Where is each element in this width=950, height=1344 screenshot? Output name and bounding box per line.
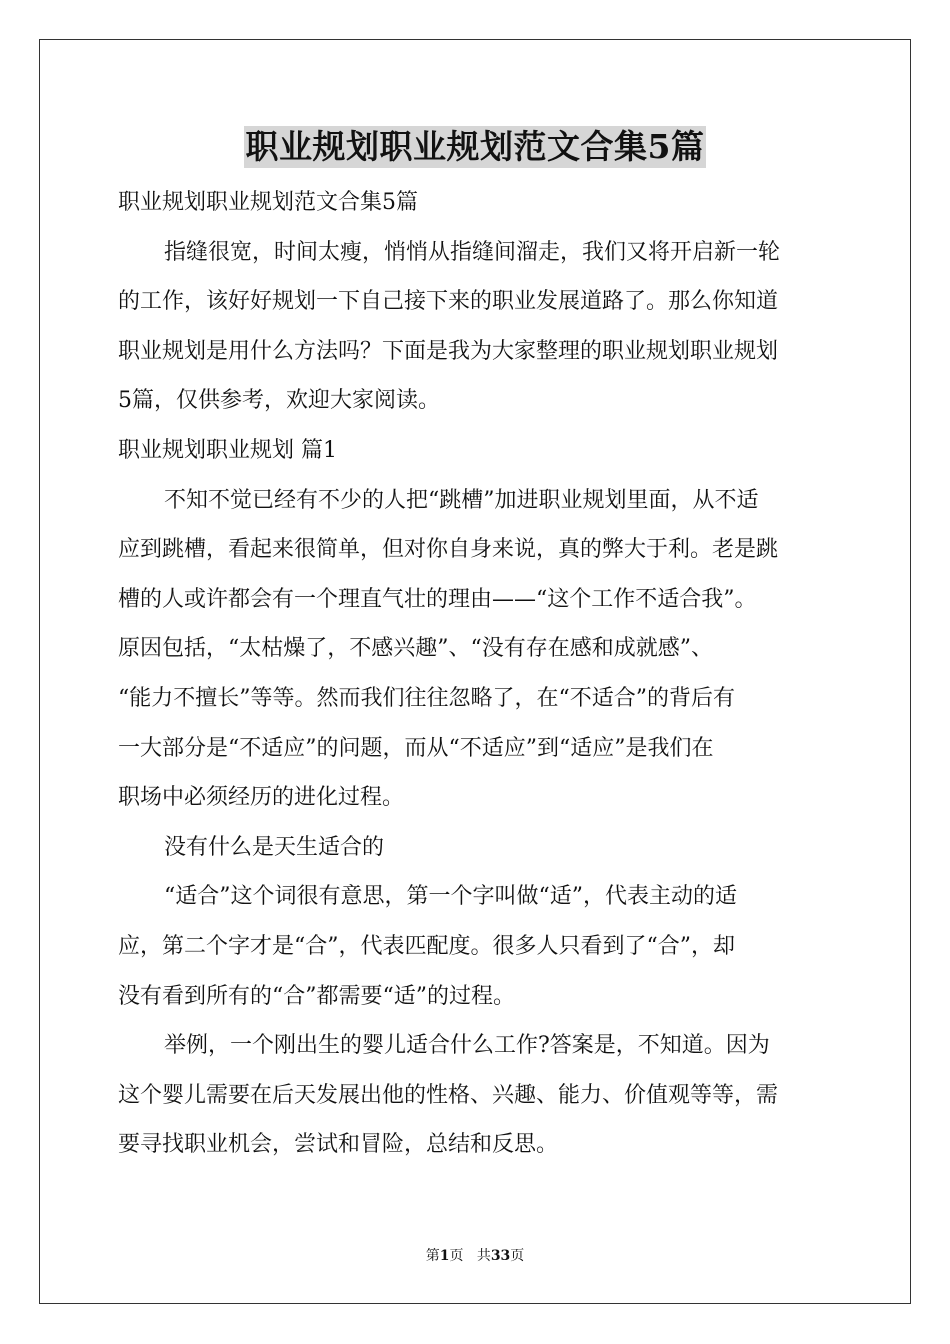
text-line: 一大部分是“不适应”的问题，而从“不适应”到“适应”是我们在 [118,735,714,761]
text-line: 职业规划职业规划范文合集5篇 [118,190,418,215]
text-line: 5篇，仅供参考，欢迎大家阅读。 [118,388,440,414]
text-line: 没有看到所有的“合”都需要“适”的过程。 [118,983,515,1009]
text-line: “能力不擅长”等等。然而我们往往忽略了，在“不适合”的背后有 [118,685,735,711]
text-line: 没有什么是天生适合的 [164,834,385,860]
text-line: 不知不觉已经有不少的人把“跳槽”加进职业规划里面，从不适 [164,487,759,513]
title-container [0,126,950,168]
footer-prefix: 第 [425,1248,440,1264]
current-page-number: 1 [439,1248,450,1264]
text-line: 职业规划是用什么方法吗？下面是我为大家整理的职业规划职业规划 [118,338,779,364]
page-footer [0,1246,950,1266]
text-line: 槽的人或许都会有一个理直气壮的理由——“这个工作不适合我”。 [118,586,757,612]
footer-total-prefix: 共 [476,1248,491,1264]
footer-page-suffix: 页 [449,1248,464,1264]
footer-total-suffix: 页 [510,1248,525,1264]
text-line: 应，第二个字才是“合”，代表匹配度。很多人只看到了“合”，却 [118,933,735,959]
document-body [118,178,838,1170]
text-line: “适合”这个词很有意思，第一个字叫做“适”，代表主动的适 [164,884,737,910]
document-title: 职业规划职业规划范文合集5篇 [245,127,705,166]
text-line: 指缝很宽，时间太瘦，悄悄从指缝间溜走，我们又将开启新一轮 [164,239,781,265]
text-line: 应到跳槽，看起来很简单，但对你自身来说，真的弊大于利。老是跳 [118,537,779,563]
text-line: 原因包括，“太枯燥了，不感兴趣”、“没有存在感和成就感”、 [118,636,713,662]
text-line: 职场中必须经历的进化过程。 [118,785,405,811]
text-line: 职业规划职业规划 篇1 [118,437,337,463]
text-line: 举例，一个刚出生的婴儿适合什么工作?答案是，不知道。因为 [164,1033,770,1059]
text-line: 要寻找职业机会，尝试和冒险，总结和反思。 [118,1132,559,1158]
text-line: 这个婴儿需要在后天发展出他的性格、兴趣、能力、价值观等等，需 [118,1082,779,1108]
total-page-count: 33 [490,1248,511,1264]
text-line: 的工作，该好好规划一下自己接下来的职业发展道路了。那么你知道 [118,289,779,315]
